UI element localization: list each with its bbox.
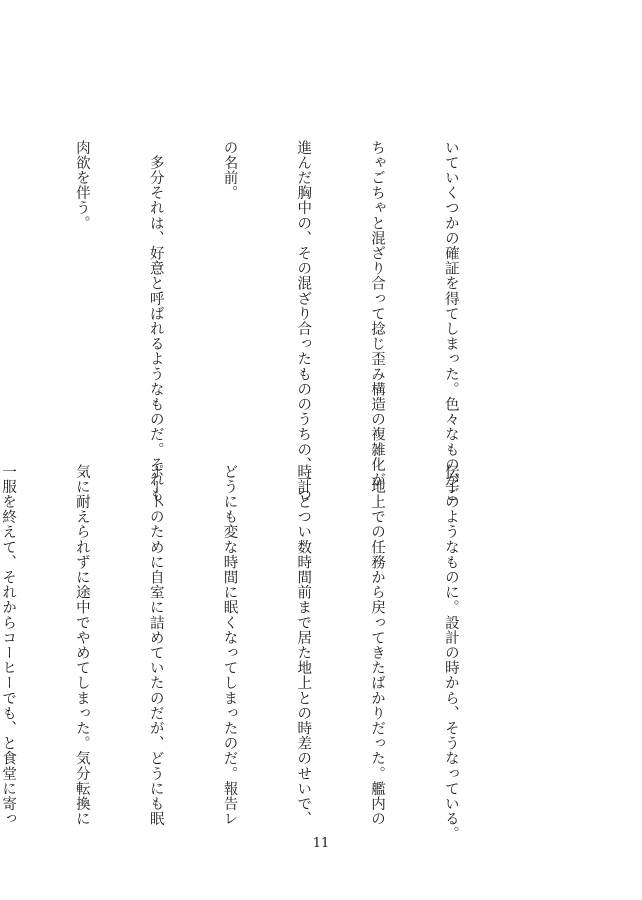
text-column: 気に耐えられずに途中でやめてしまった。気分転換に bbox=[73, 464, 90, 827]
text-column: ポートのために自室に詰めていたのだが、どうにも眠 bbox=[147, 464, 164, 827]
text-column: 一服を終えて、それからコーヒーでも、と食堂に寄っ bbox=[0, 464, 17, 827]
lower-text-block bbox=[0, 464, 512, 842]
text-column: 多分それは、好意と呼ばれるようなものだ。それも、 bbox=[147, 140, 164, 518]
text-column: 肉欲を伴う。 bbox=[73, 140, 90, 231]
text-column: の名前。 bbox=[221, 140, 238, 201]
upper-text-block bbox=[0, 140, 512, 518]
text-column: ちゃごちゃと混ざり合って捻じ歪み構造の複雑化が bbox=[369, 140, 386, 488]
text-column: 地上での任務から戻ってきたばかりだった。艦内の bbox=[369, 464, 386, 827]
text-column: どうにも変な時間に眠くなってしまったのだ。報告レ bbox=[221, 464, 238, 827]
page-number: 11 bbox=[312, 836, 330, 851]
text-column: 時計とつい数時間前まで居た地上との時差のせいで、 bbox=[295, 464, 312, 827]
text-column: 進んだ胸中の、その混ざり合ったもののうちの、一つ bbox=[295, 140, 312, 503]
text-column: 伝子のようなものに。設計の時から、そうなっている。 bbox=[442, 464, 459, 842]
text-column: いていくつかの確証を得てしまった。色々なものがご bbox=[442, 140, 459, 503]
blank-column bbox=[0, 140, 20, 440]
